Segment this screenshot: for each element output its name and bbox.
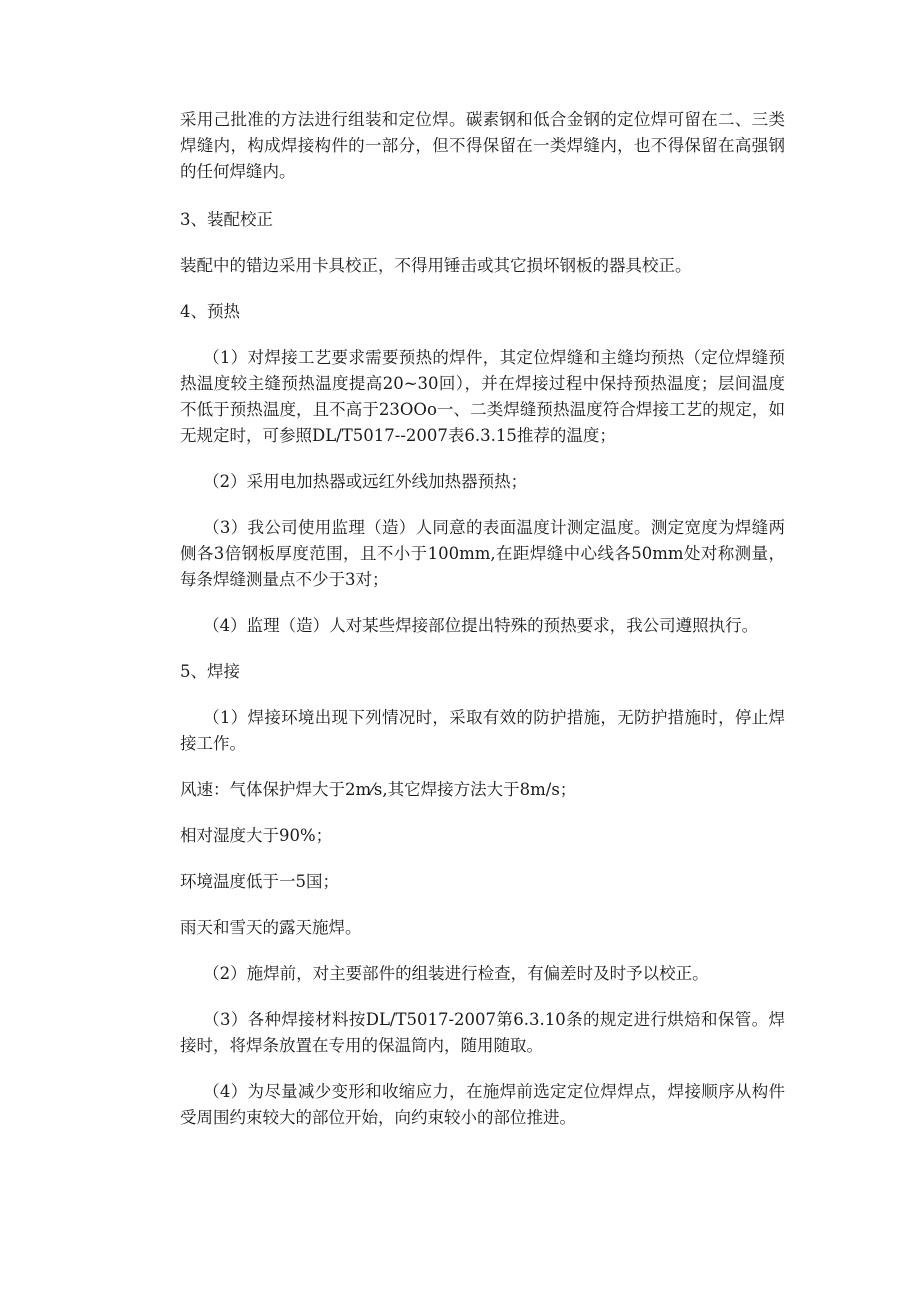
paragraph-tack-welding: 采用己批准的方法进行组装和定位焊。碳素钢和低合金钢的定位焊可留在二、三类焊缝内，构成焊接构件的一部分，但不得保留在一类焊缝内，也不得保留在高强钢的任何焊缝内。 <box>180 110 785 181</box>
paragraph-preheat-2: （2）采用电加热器或远红外线加热器预热； <box>203 472 528 491</box>
paragraph-preheat-3: （3）我公司使用监理（造）人同意的表面温度计测定温度。测定宽度为焊缝两侧各3倍钢板厚度范围，且不小于100mm,在距焊缝中心线各50mm处对称测量，每条焊缝测量点不少于3对； <box>180 518 785 589</box>
paragraph-welding-3: （3）各种焊接材料按DL/T5017-2007第6.3.10条的规定进行烘焙和保管。焊接时，将焊条放置在专用的保温筒内，随用随取。 <box>180 1010 785 1055</box>
document-body <box>180 107 785 1131</box>
paragraph-wind-speed: 风速：气体保护焊大于2m⁄s,其它焊接方法大于8m/s； <box>180 780 577 799</box>
paragraph-preheat-4: （4）监理（造）人对某些焊接部位提出特殊的预热要求，我公司遵照执行。 <box>203 616 759 635</box>
heading-welding: 5、焊接 <box>180 662 240 681</box>
paragraph-welding-2: （2）施焊前，对主要部件的组装进行检查，有偏差时及时予以校正。 <box>203 964 709 983</box>
paragraph-preheat-1: （1）对焊接工艺要求需要预热的焊件，其定位焊缝和主缝均预热（定位焊缝预热温度较主缝预热温度提高20~30回），并在焊接过程中保持预热温度；层间温度不低于预热温度，且不高于23OOo一、二类焊缝预热温度符合焊接工艺的规定，如无规定时，可参照DL/T5017--2007表6.3.15推荐的温度； <box>180 348 785 445</box>
heading-preheating: 4、预热 <box>180 302 240 321</box>
paragraph-rain-snow: 雨天和雪天的露天施焊。 <box>180 918 362 937</box>
paragraph-welding-1: （1）焊接环境出现下列情况时，采取有效的防护措施，无防护措施时，停止焊接工作。 <box>180 708 785 753</box>
heading-assembly-correction: 3、装配校正 <box>180 210 273 229</box>
paragraph-humidity: 相对湿度大于90%； <box>180 826 333 845</box>
paragraph-misalignment: 装配中的错边采用卡具校正，不得用锤击或其它损坏钢板的器具校正。 <box>180 256 692 275</box>
paragraph-welding-4: （4）为尽量减少变形和收缩应力，在施焊前选定定位焊焊点，焊接顺序从构件受周围约束较大的部位开始，向约束较小的部位推进。 <box>180 1082 785 1127</box>
paragraph-temperature: 环境温度低于一5国； <box>180 872 339 891</box>
